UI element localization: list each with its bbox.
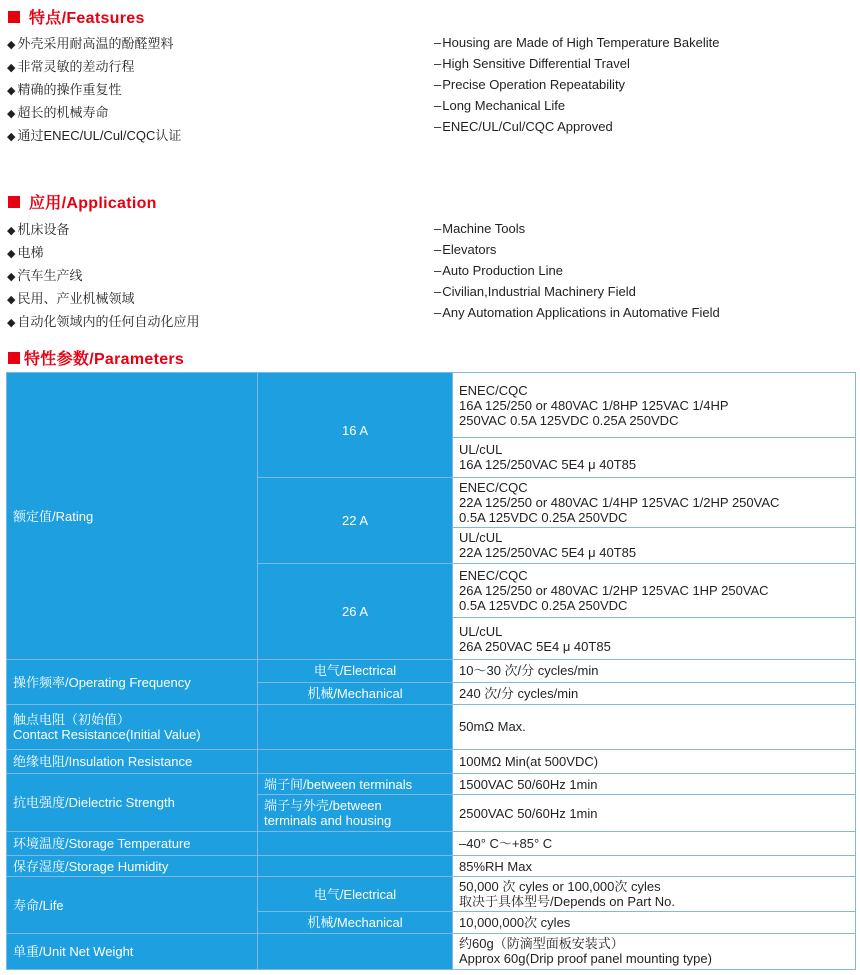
weight-sub [258, 933, 453, 969]
application-list-cn [7, 219, 199, 334]
features-list-en [434, 32, 719, 137]
list-item: ◆ 民用、产业机械领域 [7, 288, 199, 311]
weight-value: 约60g（防滴型面板安装式） Approx 60g(Drip proof panel mounting type) [453, 933, 856, 969]
insulation-sub [258, 749, 453, 773]
storage-humidity-label: 保存湿度/Storage Humidity [7, 856, 258, 877]
list-item: – Long Mechanical Life [434, 95, 719, 116]
list-item: – ENEC/UL/Cul/CQC Approved [434, 116, 719, 137]
list-item: – Machine Tools [434, 218, 720, 239]
rating-16a-enec: ENEC/CQC 16A 125/250 or 480VAC 1/8HP 125VAC 1/4HP 250VAC 0.5A 125VDC 0.25A 250VDC [453, 373, 856, 438]
op-freq-label: 操作频率/Operating Frequency [7, 660, 258, 704]
list-item: – Auto Production Line [434, 260, 720, 281]
list-item: ◆ 超长的机械寿命 [7, 102, 181, 125]
storage-temp-label: 环境温度/Storage Temperature [7, 832, 258, 856]
weight-label: 单重/Unit Net Weight [7, 933, 258, 969]
parameters-title: 特性参数/Parameters [24, 351, 185, 368]
features-title: 特点/Featsures [29, 10, 145, 27]
list-item: ◆ 汽车生产线 [7, 265, 199, 288]
life-electrical-value: 50,000 次 cyles or 100,000次 cyles 取决于具体型号/Depends on Part No. [453, 877, 856, 911]
rating-22a-enec: ENEC/CQC 22A 125/250 or 480VAC 1/4HP 125VAC 1/2HP 250VAC 0.5A 125VDC 0.25A 250VDC [453, 477, 856, 527]
life-mechanical-value: 10,000,000次 cyles [453, 911, 856, 933]
rating-16a: 16 A [258, 373, 453, 478]
op-freq-mechanical-value: 240 次/分 cycles/min [453, 682, 856, 704]
op-freq-electrical: 电气/Electrical [258, 660, 453, 682]
parameters-heading [8, 346, 184, 369]
storage-temp-sub [258, 832, 453, 856]
rating-label: 额定值/Rating [7, 373, 258, 660]
dielectric-housing-value: 2500VAC 50/60Hz 1min [453, 795, 856, 832]
dielectric-label: 抗电强度/Dielectric Strength [7, 773, 258, 831]
square-bullet-icon [8, 352, 20, 364]
contact-res-value: 50mΩ Max. [453, 704, 856, 749]
storage-humidity-value: 85%RH Max [453, 856, 856, 877]
life-electrical: 电气/Electrical [258, 877, 453, 911]
list-item: – Elevators [434, 239, 720, 260]
list-item: – High Sensitive Differential Travel [434, 53, 719, 74]
storage-temp-value: –40° C～+85° C [453, 832, 856, 856]
list-item: – Any Automation Applications in Automative Field [434, 302, 720, 323]
parameters-table [6, 372, 856, 970]
insulation-label: 绝缘电阻/Insulation Resistance [7, 749, 258, 773]
list-item: ◆ 精确的操作重复性 [7, 79, 181, 102]
list-item: ◆ 通过ENEC/UL/Cul/CQC认证 [7, 125, 181, 148]
contact-res-label: 触点电阻（初始值） Contact Resistance(Initial Value) [7, 704, 258, 749]
rating-22a-ul: UL/cUL 22A 125/250VAC 5E4 μ 40T85 [453, 527, 856, 563]
storage-humidity-sub [258, 856, 453, 877]
list-item: ◆ 非常灵敏的差动行程 [7, 56, 181, 79]
application-heading [8, 190, 157, 213]
list-item: – Precise Operation Repeatability [434, 74, 719, 95]
application-list-en [434, 218, 720, 323]
application-title: 应用/Application [29, 195, 157, 212]
features-list-cn [7, 33, 181, 148]
insulation-value: 100MΩ Min(at 500VDC) [453, 749, 856, 773]
features-heading [8, 5, 145, 28]
list-item: ◆ 机床设备 [7, 219, 199, 242]
rating-26a: 26 A [258, 563, 453, 659]
square-bullet-icon [8, 196, 20, 208]
list-item: ◆ 外壳采用耐高温的酚醛塑料 [7, 33, 181, 56]
dielectric-between-terminals: 端子间/between terminals [258, 773, 453, 794]
dielectric-between-terminals-value: 1500VAC 50/60Hz 1min [453, 773, 856, 794]
list-item: – Housing are Made of High Temperature Bakelite [434, 32, 719, 53]
rating-26a-enec: ENEC/CQC 26A 125/250 or 480VAC 1/2HP 125VAC 1HP 250VAC 0.5A 125VDC 0.25A 250VDC [453, 563, 856, 617]
op-freq-mechanical: 机械/Mechanical [258, 682, 453, 704]
op-freq-electrical-value: 10～30 次/分 cycles/min [453, 660, 856, 682]
dielectric-housing: 端子与外壳/between terminals and housing [258, 795, 453, 832]
list-item: ◆ 自动化领域内的任何自动化应用 [7, 311, 199, 334]
rating-26a-ul: UL/cUL 26A 250VAC 5E4 μ 40T85 [453, 618, 856, 660]
life-label: 寿命/Life [7, 877, 258, 933]
life-mechanical: 机械/Mechanical [258, 911, 453, 933]
list-item: ◆ 电梯 [7, 242, 199, 265]
rating-16a-ul: UL/cUL 16A 125/250VAC 5E4 μ 40T85 [453, 438, 856, 477]
square-bullet-icon [8, 11, 20, 23]
rating-22a: 22 A [258, 477, 453, 563]
contact-res-sub [258, 704, 453, 749]
list-item: – Civilian,Industrial Machinery Field [434, 281, 720, 302]
